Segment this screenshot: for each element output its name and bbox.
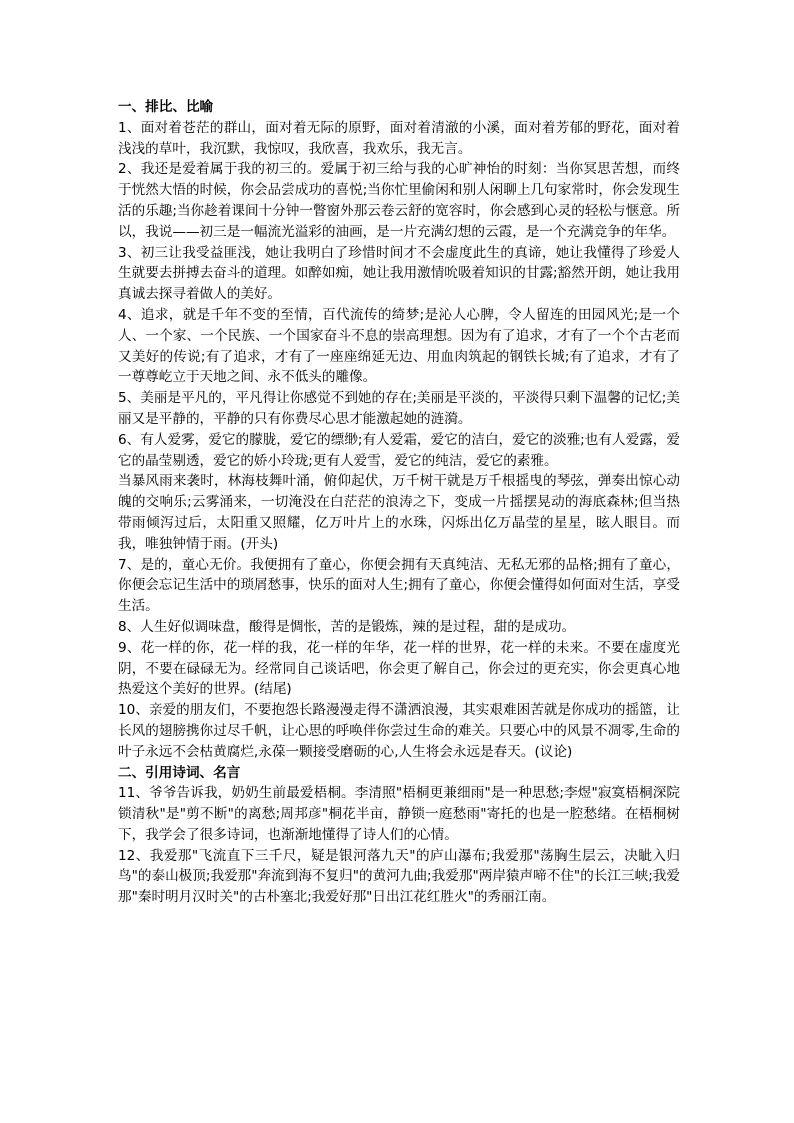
paragraph-1: 1、面对着苍茫的群山，面对着无际的原野，面对着清澈的小溪，面对着芳郁的野花，面对着浅浅的草叶，我沉默，我惊叹，我欣喜，我欢乐，我无言。 [118,119,680,157]
section-heading: 一、排比、比喻 [118,99,214,115]
paragraph-11: 11、爷爷告诉我，奶奶生前最爱梧桐。李清照"梧桐更兼细雨"是一种思愁;李煜"寂寞梧桐深院锁清秋"是"剪不断"的离愁;周邦彦"桐花半亩，静锁一庭愁雨"寄托的也是一腔愁绪。在梧桐树下，我学会了很多诗词，也渐渐地懂得了诗人们的心情。 [118,785,680,843]
paragraph-2: 2、我还是爱着属于我的初三的。爱属于初三给与我的心旷神怡的时刻：当你冥思苦想，而终于恍然大悟的时候，你会品尝成功的喜悦;当你忙里偷闲和别人闲聊上几句家常时，你会发现生活的乐趣;当你趁着课间十分钟一瞥窗外那云卷云舒的宽容时，你会感到心灵的轻松与惬意。所以，我说——初三是一幅流光溢彩的油画，是一片充满幻想的云霞，是一个充满竞争的年华。 [118,161,680,240]
paragraph-storm: 当暴风雨来袭时，林海枝舞叶涌，俯仰起伏，万千树干就是万千根摇曳的琴弦，弹奏出惊心动魄的交响乐;云雾涌来，一切淹没在白茫茫的浪涛之下，变成一片摇摆晃动的海底森林;但当热带雨倾泻过后，太阳重又照耀，亿万叶片上的水珠，闪烁出亿万晶莹的星星，眩人眼目。而我，唯独钟情于雨。(开头) [118,473,680,552]
paragraph-3: 3、初三让我受益匪浅，她让我明白了珍惜时间才不会虚度此生的真谛，她让我懂得了珍爱人生就要去拼搏去奋斗的道理。如醉如痴，她让我用激情吮吸着知识的甘露;豁然开朗，她让我用真诚去探寻着做人的美好。 [118,244,680,303]
section-quotations [118,763,680,909]
paragraph-5: 5、美丽是平凡的，平凡得让你感觉不到她的存在;美丽是平淡的，平淡得只剩下温馨的记忆;美丽又是平静的，平静的只有你费尽心思才能激起她的涟漪。 [118,390,680,427]
document-body [118,97,680,908]
section-figurative [118,97,680,763]
paragraph-4: 4、追求，就是千年不变的至情，百代流传的绮梦;是沁人心脾，令人留连的田园风光;是一个人、一个家、一个民族、一个国家奋斗不息的崇高理想。因为有了追求，才有了一个个古老而又美好的传说;有了追求，才有了一座座绵延无边、用血肉筑起的钢铁长城;有了追求，才有了一尊尊屹立于天地之间、永不低头的雕像。 [118,306,680,386]
paragraph-12: 12、我爱那"飞流直下三千尺，疑是银河落九天"的庐山瀑布;我爱那"荡胸生层云，决眦入归鸟"的泰山极顶;我爱那"奔流到海不复归"的黄河九曲;我爱那"两岸猿声啼不住"的长江三峡;我爱那"秦时明月汉时关"的古朴塞北;我爱好那"日出江花红胜火"的秀丽江南。 [118,847,680,906]
paragraph-7: 7、是的，童心无价。我便拥有了童心，你便会拥有天真纯洁、无私无邪的品格;拥有了童心，你便会忘记生活中的琐屑愁事，快乐的面对人生;拥有了童心，你便会懂得如何面对生活，享受生活。 [118,556,680,615]
paragraph-6: 6、有人爱雾，爱它的朦胧，爱它的缥缈;有人爱霜，爱它的洁白，爱它的淡雅;也有人爱露，爱它的晶莹剔透，爱它的娇小玲珑;更有人爱雪，爱它的纯洁，爱它的素雅。 [118,431,680,469]
paragraph-8: 8、人生好似调味盘，酸得是惆怅，苦的是锻炼，辣的是过程，甜的是成功。 [118,618,576,635]
paragraph-10: 10、亲爱的朋友们，不要抱怨长路漫漫走得不潇洒浪漫，其实艰难困苦就是你成功的摇篮，让长风的翅膀携你过尽千帆，让心思的呼唤伴你尝过生命的难关。只要心中的风景不凋零,生命的叶子永远不会枯黄腐烂,永葆一颗接受磨砺的心,人生将会永远是春天。(议论) [118,702,680,760]
paragraph-9: 9、花一样的你，花一样的我，花一样的年华，花一样的世界，花一样的未来。不要在虚度光阴，不要在碌碌无为。经常同自己谈话吧，你会更了解自己，你会过的更充实，你会更真心地热爱这个美好的世界。(结尾) [118,639,680,698]
section-heading: 二、引用诗词、名言 [118,764,241,781]
